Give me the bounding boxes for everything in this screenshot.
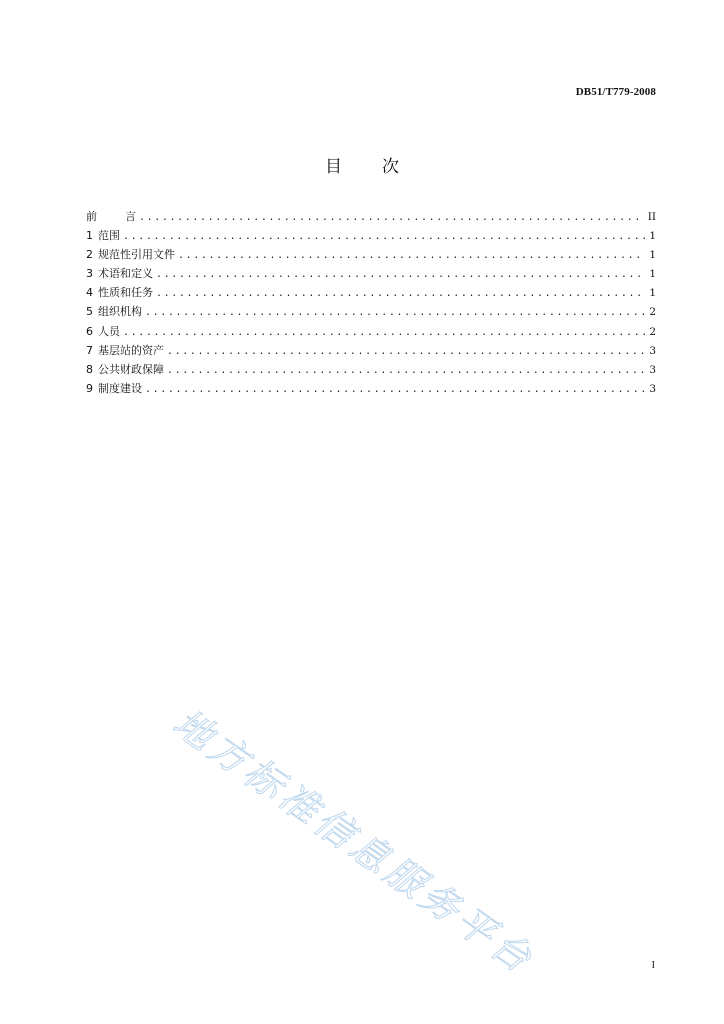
toc-entry-label: 9 制度建设 <box>86 381 142 395</box>
toc-entry-page: 2 <box>649 306 656 319</box>
toc-entry-1[interactable] <box>86 227 656 246</box>
toc-entry-page: 3 <box>649 344 656 357</box>
toc-entry-label: 8 公共财政保障 <box>86 362 164 376</box>
toc-leader-dots <box>123 327 645 338</box>
toc-entry-page: II <box>647 211 656 223</box>
toc-entry-3[interactable] <box>86 265 656 284</box>
toc-entry-6[interactable] <box>86 323 656 342</box>
toc-leader-dots <box>123 231 645 242</box>
document-code: DB51/T779-2008 <box>575 86 656 98</box>
toc-entry-label: 前 言 <box>86 210 136 223</box>
toc-entry-page: 1 <box>649 268 656 281</box>
toc-leader-dots <box>156 269 645 280</box>
toc-entry-label: 6 人员 <box>86 324 120 338</box>
toc-entry-label: 3 术语和定义 <box>86 267 153 281</box>
toc-entry-label: 7 基层站的资产 <box>86 343 164 357</box>
toc-entry-label: 2 规范性引用文件 <box>86 248 175 262</box>
toc-title <box>0 152 724 177</box>
toc-entry-9[interactable] <box>86 380 656 399</box>
toc-entry-page: 3 <box>649 382 656 395</box>
toc-title-char-2: 次 <box>382 157 399 177</box>
toc-entry-page: 1 <box>649 287 656 300</box>
toc-leader-dots <box>167 365 645 376</box>
toc-leader-dots <box>139 212 644 223</box>
toc-leader-dots <box>145 307 645 318</box>
toc-title-char-1: 目 <box>325 157 342 177</box>
toc-entry-5[interactable] <box>86 303 656 322</box>
toc-entry-page: 1 <box>649 230 656 243</box>
toc-leader-dots <box>178 250 645 261</box>
toc-entry-preface[interactable] <box>86 208 656 227</box>
toc-entry-page: 1 <box>649 249 656 262</box>
toc-entry-7[interactable] <box>86 342 656 361</box>
toc-leader-dots <box>145 384 645 395</box>
toc-entry-4[interactable] <box>86 284 656 303</box>
toc-entry-label: 4 性质和任务 <box>86 286 153 300</box>
toc-entry-page: 3 <box>649 363 656 376</box>
toc-list <box>86 208 656 399</box>
toc-entry-8[interactable] <box>86 361 656 380</box>
toc-entry-label: 5 组织机构 <box>86 305 142 319</box>
page-number: I <box>651 960 655 971</box>
watermark: 地方标准信息服务平台 <box>165 700 543 984</box>
toc-entry-label: 1 范围 <box>86 229 120 243</box>
toc-entry-2[interactable] <box>86 246 656 265</box>
toc-entry-page: 2 <box>649 325 656 338</box>
toc-leader-dots <box>167 346 645 357</box>
toc-leader-dots <box>156 288 645 299</box>
